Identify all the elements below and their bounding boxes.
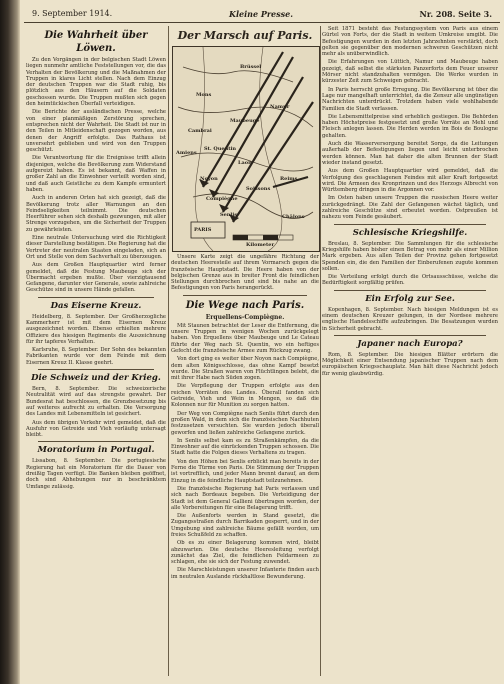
divider xyxy=(334,335,486,336)
map-label: Compiègne xyxy=(206,196,238,202)
divider xyxy=(334,290,486,291)
page-header xyxy=(24,8,498,22)
article-subheading: Erquellens-Compiègne. xyxy=(205,313,285,321)
map-label: Reims xyxy=(280,176,298,182)
header-rule xyxy=(24,22,500,23)
article-heading: Die Wege nach Paris. xyxy=(185,299,305,311)
campaign-map xyxy=(172,46,320,252)
map-label: Namur xyxy=(270,104,290,110)
map-label: Maubeuge xyxy=(230,118,260,124)
article-body: Heidelberg, 8. September. Der Großherzogliche Kammerherr ist mit dem Eisernen Kreuz ausgezeichnet worden. Ebenso erhielten mehrere Offiziere des hiesigen Regiments die Auszeichnung für ihr tapferes Verhalten. Karlsruhe, 8. September. Der Sohn des bekannten Fabrikanten wurde vor dem Feinde mit dem Eisernen Kreuz II. Klasse geehrt. xyxy=(26,313,166,366)
map-label: Noyon xyxy=(200,176,218,182)
divider xyxy=(38,297,154,298)
article-heading: Das Eiserne Kreuz. xyxy=(50,300,142,311)
column-separator xyxy=(168,26,169,676)
article-heading: Die Wahrheit über Löwen. xyxy=(44,30,148,54)
column-2-text: Unsere Karte zeigt die ungefähre Richtung der deutschen Heeresteile auf ihrem Vormarsch gegen die französische Hauptstadt. Die Heere haben von der belgischen Grenze aus in breiter Front die feindlichen Stellungen durchbrochen und sind bis nahe an die Befestigungen von Paris herangerückt. Die Wege nach Paris. Erquellens-Compiègne. Mit Staunen betrachtet der Leser die Entfernung, die unsere Truppen in wenigen Wochen zurückgelegt haben. Von Erquellens über Maubeuge und Le Cateau führte der Weg nach St. Quentin, wo ein heftiges Gefecht die französische Armee zum Rückzug zwang. Von dort ging es weiter über Noyon nach Compiègne, dem alten Königsschlosse, das ohne Kampf besetzt wurde. Die Straßen waren von Flüchtlingen belebt, die mit ihrer Habe nach Süden zogen. Die Verpflegung der Truppen erfolgte aus den reichen Vorräten des Landes. Überall fanden sich Getreide, Vieh und Wein in Mengen, so daß die Kolonnen nur für Munition zu sorgen hatten. Der Weg von Compiègne nach Senlis führt durch den großen Wald, in dem sich die französischen Nachhuten festzusetzen versuchten. Sie wurden jedoch überall geworfen und ließen zahlreiche Gefangene zurück. In Senlis selbst kam es zu Straßenkämpfen, da die Einwohner auf die einrückenden Truppen schossen. Die Stadt hatte die Folgen dieses Verhaltens zu tragen. Von den Höhen bei Senlis erblickt man bereits in der Ferne die Türme von Paris. Die Stimmung der Truppen ist vortrefflich, und jeder Mann brennt darauf, an dem Einzug in die feindliche Hauptstadt teilzunehmen. Die französische Regierung hat Paris verlassen und sich nach Bordeaux begeben. Die Verteidigung der Stadt ist dem General Gallieni übertragen worden, der alle Vorbereitungen für eine Belagerung trifft. Die Außenforts werden in Stand gesetzt, die Zugangsstraßen durch Barrikaden gesperrt, und in der Umgebung sind zahlreiche Bäume gefällt worden, um freies Schußfeld zu schaffen. Ob es zu einer Belagerung kommen wird, bleibt abzuwarten. Die deutsche Heeresleitung verfolgt zunächst das Ziel, die feindlichen Feldarmeen zu schlagen, ehe sie sich der Festung zuwendet. Die Marschleistungen unserer Infanterie finden auch im neutralen Auslande rückhaltlose Bewunderung. xyxy=(171,254,319,580)
map-graphic xyxy=(173,47,319,251)
divider xyxy=(38,441,154,442)
divider xyxy=(334,224,486,225)
divider xyxy=(38,369,154,370)
map-scale-label: Kilometer xyxy=(246,242,275,248)
article-heading: Schlesische Kriegshilfe. xyxy=(352,227,468,238)
map-label: Châlons xyxy=(282,214,305,220)
map-label: Mons xyxy=(196,92,212,98)
column-1 xyxy=(26,26,166,676)
divider xyxy=(183,295,307,296)
article-heading: Ein Erfolg zur See. xyxy=(365,293,455,304)
map-label: Cambrai xyxy=(188,128,212,134)
article-body: Lissabon, 8. September. Die portugiesische Regierung hat ein Moratorium für die Dauer von dreißig Tagen verfügt. Die Banken bleiben geöffnet, doch sind Abhebungen nur in beschränktem Umfange zulässig. xyxy=(26,458,166,490)
article-heading: Japaner nach Europa? xyxy=(357,338,463,349)
article-body: Bern, 8. September. Die schweizerische Neutralität wird auf das strengste gewahrt. Der Bundesrat hat beschlossen, die Grenzbesetzung bis auf weiteres aufrecht zu erhalten. Die Versorgung des Landes mit Lebensmitteln ist gesichert. Aus dem übrigen Verkehr wird gemeldet, daß die Ausfuhr von Getreide und Vieh vorläufig untersagt bleibt. xyxy=(26,386,166,439)
header-paper-name: Kleine Presse. xyxy=(229,9,294,19)
column-3: Seit 1871 besteht das Festungssystem von Paris aus einem Gürtel von Forts, der die Stadt in weitem Umkreise umgibt. Die Befestigungen wurden in den letzten Jahrzehnten verstärkt, doch gelten sie gegenüber den modernen schweren Geschützen nicht mehr als unüberwindlich. Die Erfahrungen von Lüttich, Namur und Maubeuge haben gezeigt, daß selbst die stärksten Panzerforts dem Feuer unserer Mörser nicht standzuhalten vermögen. Die Werke wurden in kürzester Zeit zum Schweigen gebracht. In Paris herrscht große Erregung. Die Bevölkerung ist über die Lage nur mangelhaft unterrichtet, da die Zensur alle ungünstigen Nachrichten unterdrückt. Trotzdem haben viele wohlhabende Familien die Stadt verlassen. Die Lebensmittelpreise sind erheblich gestiegen. Die Behörden haben Höchstpreise festgesetzt und große Vorräte an Mehl und Fleisch anlegen lassen. Die Herden werden im Bois de Boulogne gehalten. Auch die Wasserversorgung bereitet Sorge, da die Leitungen außerhalb der Befestigungen liegen und leicht unterbrochen werden können. Man hat daher die alten Brunnen der Stadt wieder instand gesetzt. Aus dem Großen Hauptquartier wird gemeldet, daß die Verfolgung des geschlagenen Feindes mit aller Kraft fortgesetzt wird. Die Armeen des Kronprinzen und des Herzogs Albrecht von Württemberg dringen in die Argonnen vor. Im Osten haben unsere Truppen die russischen Heere weiter zurückgedrängt. Die Zahl der Gefangenen wächst täglich, und zahlreiche Geschütze sind erbeutet worden. Ostpreußen ist nahezu vom Feinde gesäubert. Schlesische Kriegshilfe. Breslau, 8. September. Die Sammlungen für die schlesische Kriegshilfe haben bisher einen Betrag von mehr als einer Million Mark ergeben. Aus allen Teilen der Provinz gehen fortgesetzt Spenden ein, die den Familien der Einberufenen zugute kommen sollen. Die Verteilung erfolgt durch die Ortsausschüsse, welche die Bedürftigkeit sorgfältig prüfen. Ein Erfolg zur See. Kopenhagen, 8. September. Nach hiesigen Meldungen ist es einem deutschen Kreuzer gelungen, in der Nordsee mehrere englische Handelsschiffe aufzubringen. Die Besatzungen wurden in Sicherheit gebracht. Japaner nach Europa? Rom, 8. September. Die hiesigen Blätter erörtern die Möglichkeit einer Entsendung japanischer Truppen nach dem europäischen Kriegsschauplatz. Man hält diese Nachricht jedoch für wenig glaubwürdig. xyxy=(322,26,498,377)
header-date: 9. September 1914. xyxy=(32,9,113,18)
article-body: Zu den Vorgängen in der belgischen Stadt Löwen liegen nunmehr amtliche Feststellungen vor, die das Verhalten der Bevölkerung und die Maßnahmen der Truppen in klares Licht stellen. Nach dem Einzug der deutschen Truppen war die Stadt ruhig, bis plötzlich aus den Häusern auf die Soldaten geschossen wurde. Die Truppen mußten sich gegen den heimtückischen Überfall verteidigen. Die Berichte der ausländischen Presse, welche von einer planmäßigen Zerstörung sprechen, entsprechen nicht der Wahrheit. Die Stadt ist nur in den Teilen in Mitleidenschaft gezogen worden, aus denen der Angriff erfolgte. Das Rathaus ist unversehrt geblieben und wird von den Truppen geschützt. Die Verantwortung für die Ereignisse trifft allein diejenigen, welche die Bevölkerung zum Widerstand aufgereizt haben. Es ist bekannt, daß Waffen in großer Zahl an die Einwohner verteilt worden sind, und daß auch Geistliche zu dem Kampfe ermuntert haben. Auch in anderen Orten hat sich gezeigt, daß die Bevölkerung trotz aller Warnungen an den Feindseligkeiten teilnimmt. Die deutschen Heerführer sehen sich deshalb gezwungen, mit aller Strenge vorzugehen, um die Sicherheit der Truppen zu gewährleisten. Eine neutrale Untersuchung wird die Richtigkeit dieser Darstellung bestätigen. Die Regierung hat die Vertreter der neutralen Staaten eingeladen, sich an Ort und Stelle von dem Sachverhalt zu überzeugen. Aus dem Großen Hauptquartier wird ferner gemeldet, daß die Festung Maubeuge sich der Übermacht ergeben mußte. Über vierzigtausend Gefangene, darunter vier Generale, sowie zahlreiche Geschütze sind in unsere Hände gefallen. xyxy=(26,57,166,294)
map-label: Amiens xyxy=(176,150,197,156)
column-separator xyxy=(320,26,321,676)
book-spine xyxy=(0,0,20,684)
map-label: Brüssel xyxy=(240,64,262,70)
map-label: Laon xyxy=(238,160,252,166)
map-label: Senlis xyxy=(220,212,238,218)
map-title: Der Marsch auf Paris. xyxy=(177,29,313,42)
article-heading: Moratorium in Portugal. xyxy=(37,445,155,456)
map-label: Soissons xyxy=(246,186,271,192)
map-label: St. Quentin xyxy=(204,146,237,152)
map-label-paris: PARIS xyxy=(194,227,212,233)
article-heading: Die Schweiz und der Krieg. xyxy=(31,373,161,384)
header-issue: Nr. 208. Seite 3. xyxy=(419,9,492,19)
